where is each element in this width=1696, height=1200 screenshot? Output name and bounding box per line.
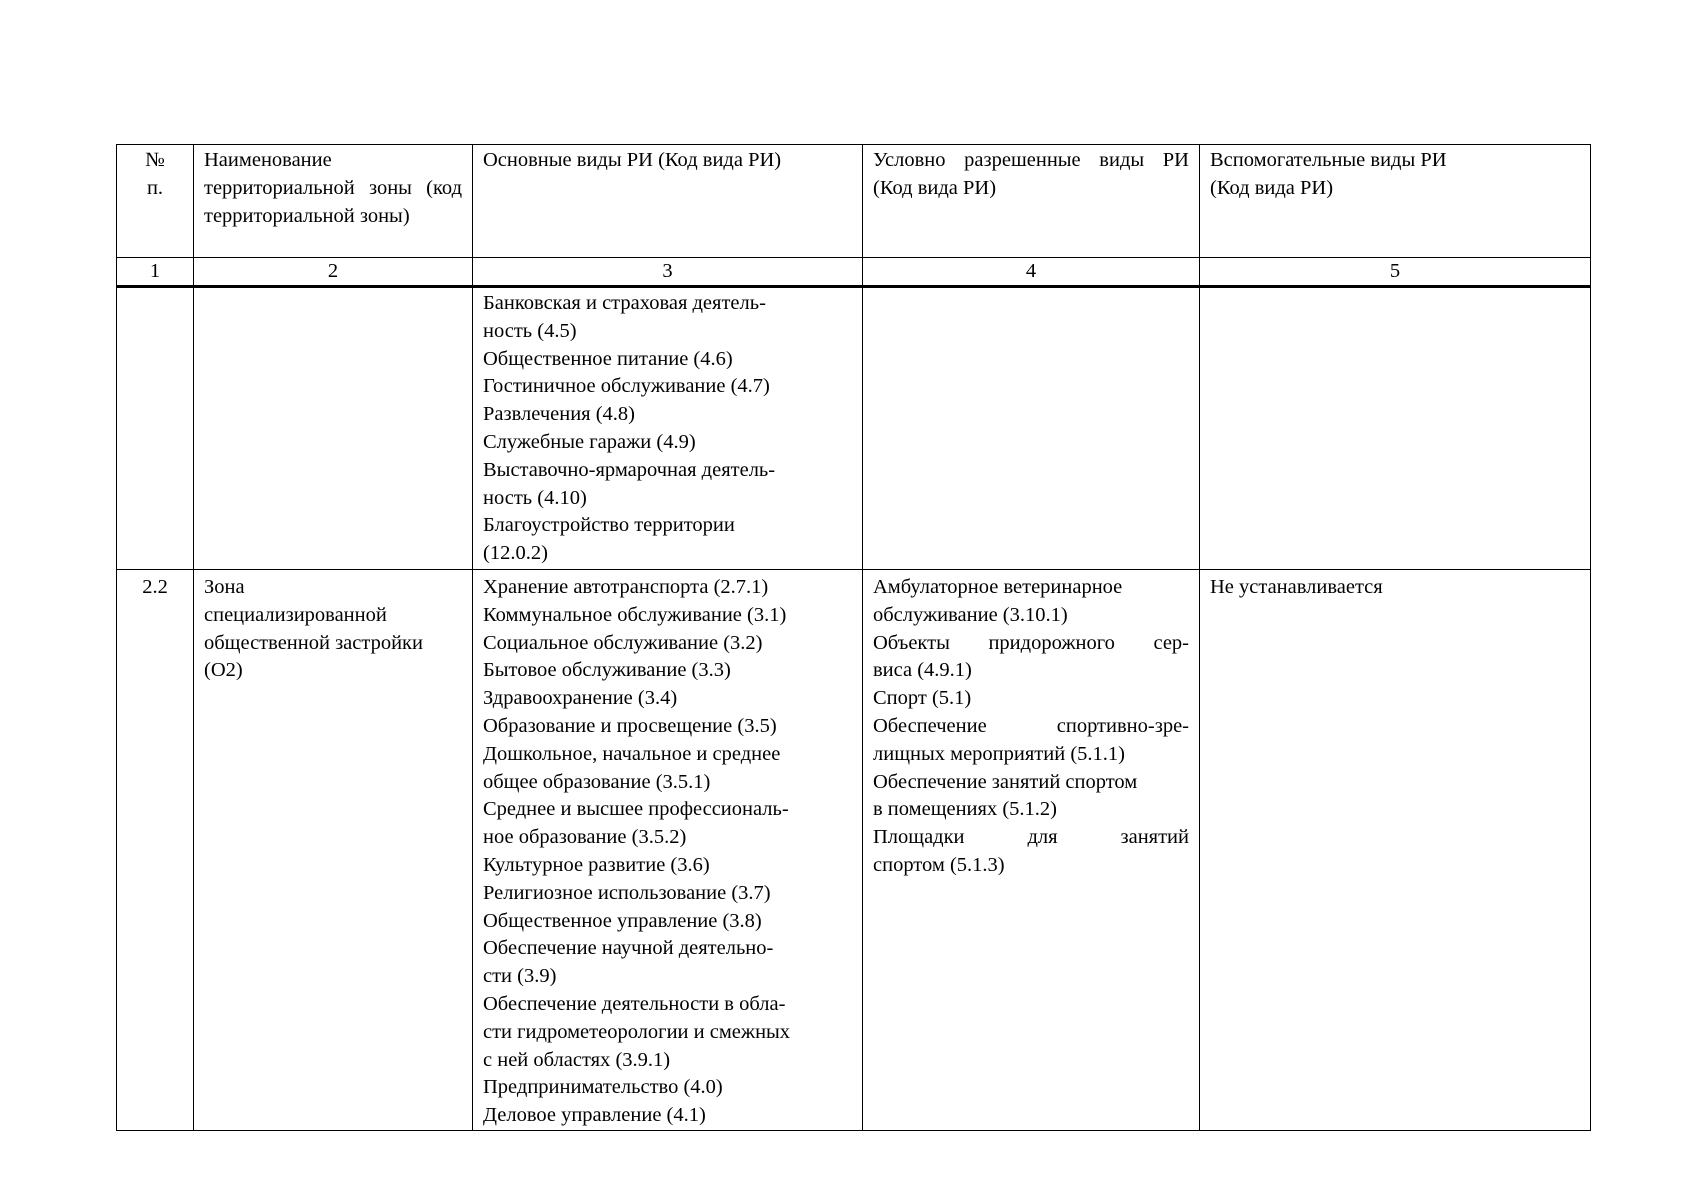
cell-line: с ней областях (3.9.1) [483, 1048, 671, 1071]
zones-table [116, 144, 1591, 1131]
column-number: 2 [194, 258, 473, 287]
column-number: 5 [1200, 258, 1591, 287]
cell-line: (12.0.2) [483, 542, 548, 565]
table-row [117, 287, 1591, 570]
cell-line: Обеспечение спортивно-зре- [873, 714, 1189, 737]
column-number: 3 [473, 258, 863, 287]
cell-line: Здравоохранение (3.4) [483, 687, 678, 710]
cell-line: Религиозное использование (3.7) [483, 881, 771, 904]
header-no: № п. [117, 145, 194, 258]
column-number: 4 [863, 258, 1200, 287]
cell-line: Общественное управление (3.8) [483, 909, 762, 932]
cell-line: Спорт (5.1) [873, 687, 972, 710]
cell-line: Объекты придорожного сер- [873, 631, 1189, 654]
zone-name-cell [194, 570, 473, 1131]
cell-line: (О2) [204, 659, 243, 682]
main-uses-cell [473, 570, 863, 1131]
column-number: 1 [117, 258, 194, 287]
cell-line: Выставочно-ярмарочная деятель- [483, 458, 776, 481]
cell-line: Развлечения (4.8) [483, 403, 636, 426]
cell-line: Социальное обслуживание (3.2) [483, 631, 763, 654]
row-number: 2.2 [117, 570, 194, 1131]
cell-line: Гостиничное обслуживание (4.7) [483, 375, 770, 398]
cell-line: ность (4.5) [483, 319, 577, 342]
cell-line: Деловое управление (4.1) [483, 1104, 706, 1127]
table-header-row [117, 145, 1591, 258]
cell-line: общественной застройки [204, 631, 423, 654]
cell-line: сти (3.9) [483, 965, 557, 988]
cell-line: Образование и просвещение (3.5) [483, 714, 777, 737]
cell-line: Служебные гаражи (4.9) [483, 430, 696, 453]
header-conditional-uses: Условно разрешенные виды РИ (Код вида РИ) [863, 145, 1200, 258]
cell-line: Благоустройство территории [483, 514, 735, 537]
cell-line: в помещениях (5.1.2) [873, 798, 1057, 821]
cell-line: лищных мероприятий (5.1.1) [873, 742, 1125, 765]
zone-name-cell [194, 287, 473, 570]
main-uses-cell [473, 287, 863, 570]
cell-line: Среднее и высшее профессиональ- [483, 798, 789, 821]
cell-line: спортом (5.1.3) [873, 853, 1005, 876]
table-row [117, 570, 1591, 1131]
cell-line: Общественное питание (4.6) [483, 347, 733, 370]
cell-line: виса (4.9.1) [873, 659, 972, 682]
cell-line: общее образование (3.5.1) [483, 770, 711, 793]
conditional-uses-cell [863, 570, 1200, 1131]
cell-line: специализированной [204, 603, 387, 626]
cell-line: Обеспечение деятельности в обла- [483, 992, 786, 1015]
conditional-uses-cell [863, 287, 1200, 570]
cell-line: Хранение автотранспорта (2.7.1) [483, 576, 769, 598]
header-zone-name: Наименование территориальной зоны (код территориальной зоны) [194, 145, 473, 258]
cell-line: ность (4.10) [483, 486, 587, 509]
column-number-row [117, 258, 1591, 287]
cell-line: Коммунальное обслуживание (3.1) [483, 603, 787, 626]
cell-line: Обеспечение научной деятельно- [483, 937, 774, 960]
auxiliary-uses-cell [1200, 287, 1591, 570]
header-auxiliary-uses: Вспомогательные виды РИ (Код вида РИ) [1200, 145, 1591, 258]
cell-line: обслуживание (3.10.1) [873, 603, 1068, 626]
auxiliary-uses-cell: Не устанавливается [1200, 570, 1591, 1131]
cell-line: Дошкольное, начальное и среднее [483, 742, 781, 765]
cell-line: Зона [204, 576, 245, 598]
cell-line: сти гидрометеорологии и смежных [483, 1020, 791, 1043]
cell-line: ное образование (3.5.2) [483, 826, 687, 849]
cell-line: Амбулаторное ветеринарное [873, 576, 1123, 598]
cell-line: Банковская и страховая деятель- [483, 292, 766, 314]
header-main-uses: Основные виды РИ (Код вида РИ) [473, 145, 863, 258]
cell-line: Обеспечение занятий спортом [873, 770, 1138, 793]
cell-line: Бытовое обслуживание (3.3) [483, 659, 731, 682]
cell-line: Площадки для занятий [873, 826, 1189, 849]
row-number [117, 287, 194, 570]
cell-line: Предпринимательство (4.0) [483, 1076, 723, 1099]
cell-line: Культурное развитие (3.6) [483, 853, 710, 876]
